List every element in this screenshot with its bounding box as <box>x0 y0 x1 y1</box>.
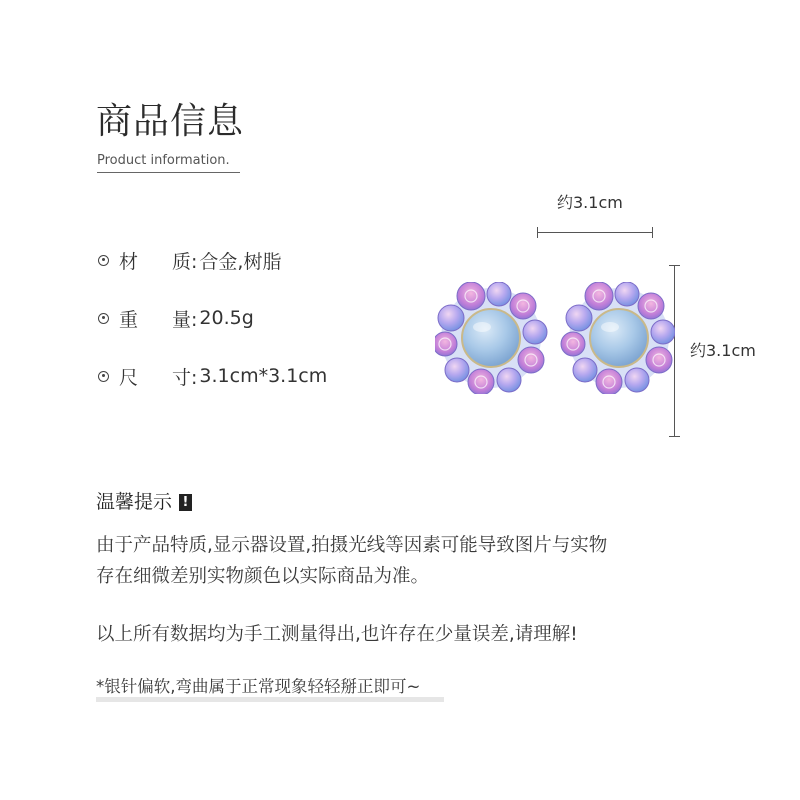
notice-title-text: 温馨提示 <box>96 491 173 513</box>
spec-row-material <box>98 248 281 272</box>
bullet-icon <box>98 255 109 266</box>
height-dimension-tick-bottom <box>669 436 680 437</box>
right-earring <box>561 282 675 394</box>
spec-value: 20.5g <box>199 307 254 329</box>
spec-label: 重 <box>119 308 139 331</box>
width-dimension-tick-left <box>537 227 538 238</box>
notice-heading <box>96 490 192 514</box>
spec-label-suffix: 质: <box>172 250 198 273</box>
width-dimension-label: 约3.1cm <box>557 193 623 212</box>
width-dimension-tick-right <box>652 227 653 238</box>
spec-value: 3.1cm*3.1cm <box>199 365 328 387</box>
spec-label-suffix: 寸: <box>172 366 198 389</box>
page-subtitle: Product information. <box>97 153 230 168</box>
notice-paragraph-line: 由于产品特质,显示器设置,拍摄光线等因素可能导致图片与实物 <box>96 535 608 556</box>
page-title: 商品信息 <box>96 101 245 142</box>
bullet-icon <box>98 313 109 324</box>
height-dimension-label: 约3.1cm <box>690 341 756 360</box>
height-dimension-tick-top <box>669 265 680 266</box>
subtitle-underline <box>97 172 240 173</box>
left-earring <box>435 282 547 394</box>
spec-label: 材 <box>119 250 139 273</box>
exclamation-icon: ! <box>179 494 192 511</box>
bullet-icon <box>98 371 109 382</box>
width-dimension-line <box>537 232 653 233</box>
notice-paragraph-measurement: 以上所有数据均为手工测量得出,也许存在少量误差,请理解! <box>96 624 578 645</box>
notice-paragraph-line: 存在细微差别实物颜色以实际商品为准。 <box>96 566 430 587</box>
spec-label: 尺 <box>119 366 139 389</box>
spec-row-size <box>98 364 327 388</box>
note-silver-needle: *银针偏软,弯曲属于正常现象轻轻掰正即可~ <box>96 677 421 696</box>
spec-value: 合金,树脂 <box>199 250 282 273</box>
spec-label-suffix: 量: <box>172 308 198 331</box>
spec-row-weight <box>98 306 254 330</box>
earring-product-image <box>435 282 675 394</box>
